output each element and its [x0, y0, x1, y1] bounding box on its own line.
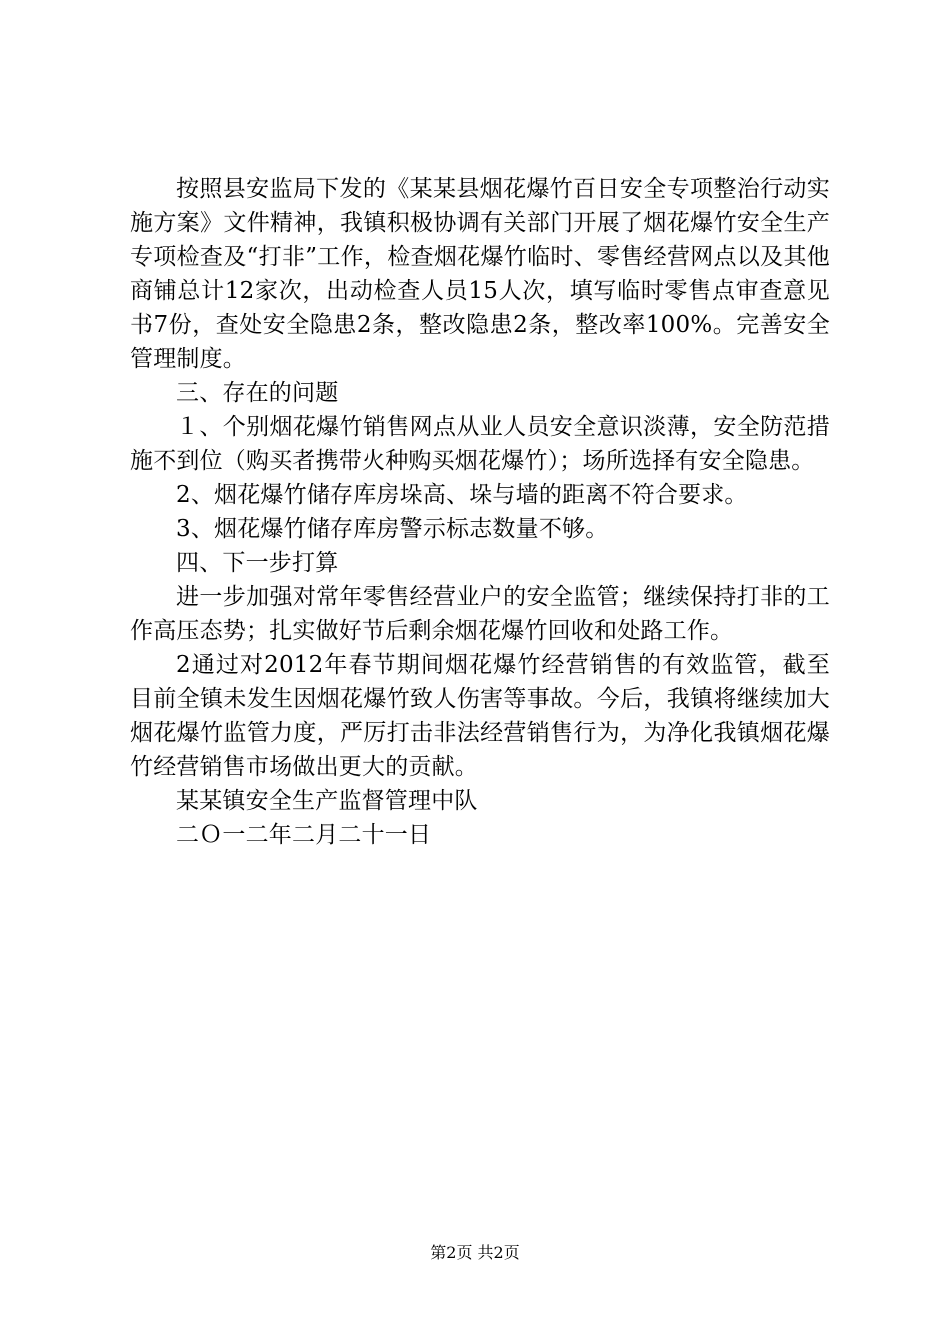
page-number-footer: 第2页 共2页: [430, 1243, 520, 1262]
paragraph-next-steps: 进一步加强对常年零售经营业户的安全监管；继续保持打非的工作高压态势；扎实做好节后剩余烟花爆竹回收和处路工作。: [130, 584, 830, 644]
document-body: [130, 172, 830, 852]
problem-item-2: 2、烟花爆竹储存库房垛高、垛与墙的距离不符合要求。: [176, 482, 748, 508]
signature-organization: 某某镇安全生产监督管理中队: [176, 788, 478, 814]
heading-next-steps: 四、下一步打算: [176, 550, 339, 576]
problem-item-3: 3、烟花爆竹储存库房警示标志数量不够。: [176, 516, 609, 542]
paragraph-inspection-summary: 按照县安监局下发的《某某县烟花爆竹百日安全专项整治行动实施方案》文件精神，我镇积极协调有关部门开展了烟花爆竹安全生产专项检查及“打非”工作，检查烟花爆竹临时、零售经营网点以及其他商铺总计12家次，出动检查人员15人次，填写临时零售点审查意见书7份，查处安全隐患2条，整改隐患2条，整改率100%。完善安全管理制度。: [130, 176, 830, 372]
problem-item-1: １、个别烟花爆竹销售网点从业人员安全意识淡薄，安全防范措施不到位（购买者携带火种购买烟花爆竹）；场所选择有安全隐患。: [130, 414, 830, 474]
signature-date: 二Ｏ一二年二月二十一日: [176, 822, 432, 848]
paragraph-conclusion: 2通过对2012年春节期间烟花爆竹经营销售的有效监管，截至目前全镇未发生因烟花爆竹致人伤害等事故。今后，我镇将继续加大烟花爆竹监管力度，严厉打击非法经营销售行为，为净化我镇烟花爆竹经营销售市场做出更大的贡献。: [130, 652, 830, 780]
heading-existing-problems: 三、存在的问题: [176, 380, 339, 406]
